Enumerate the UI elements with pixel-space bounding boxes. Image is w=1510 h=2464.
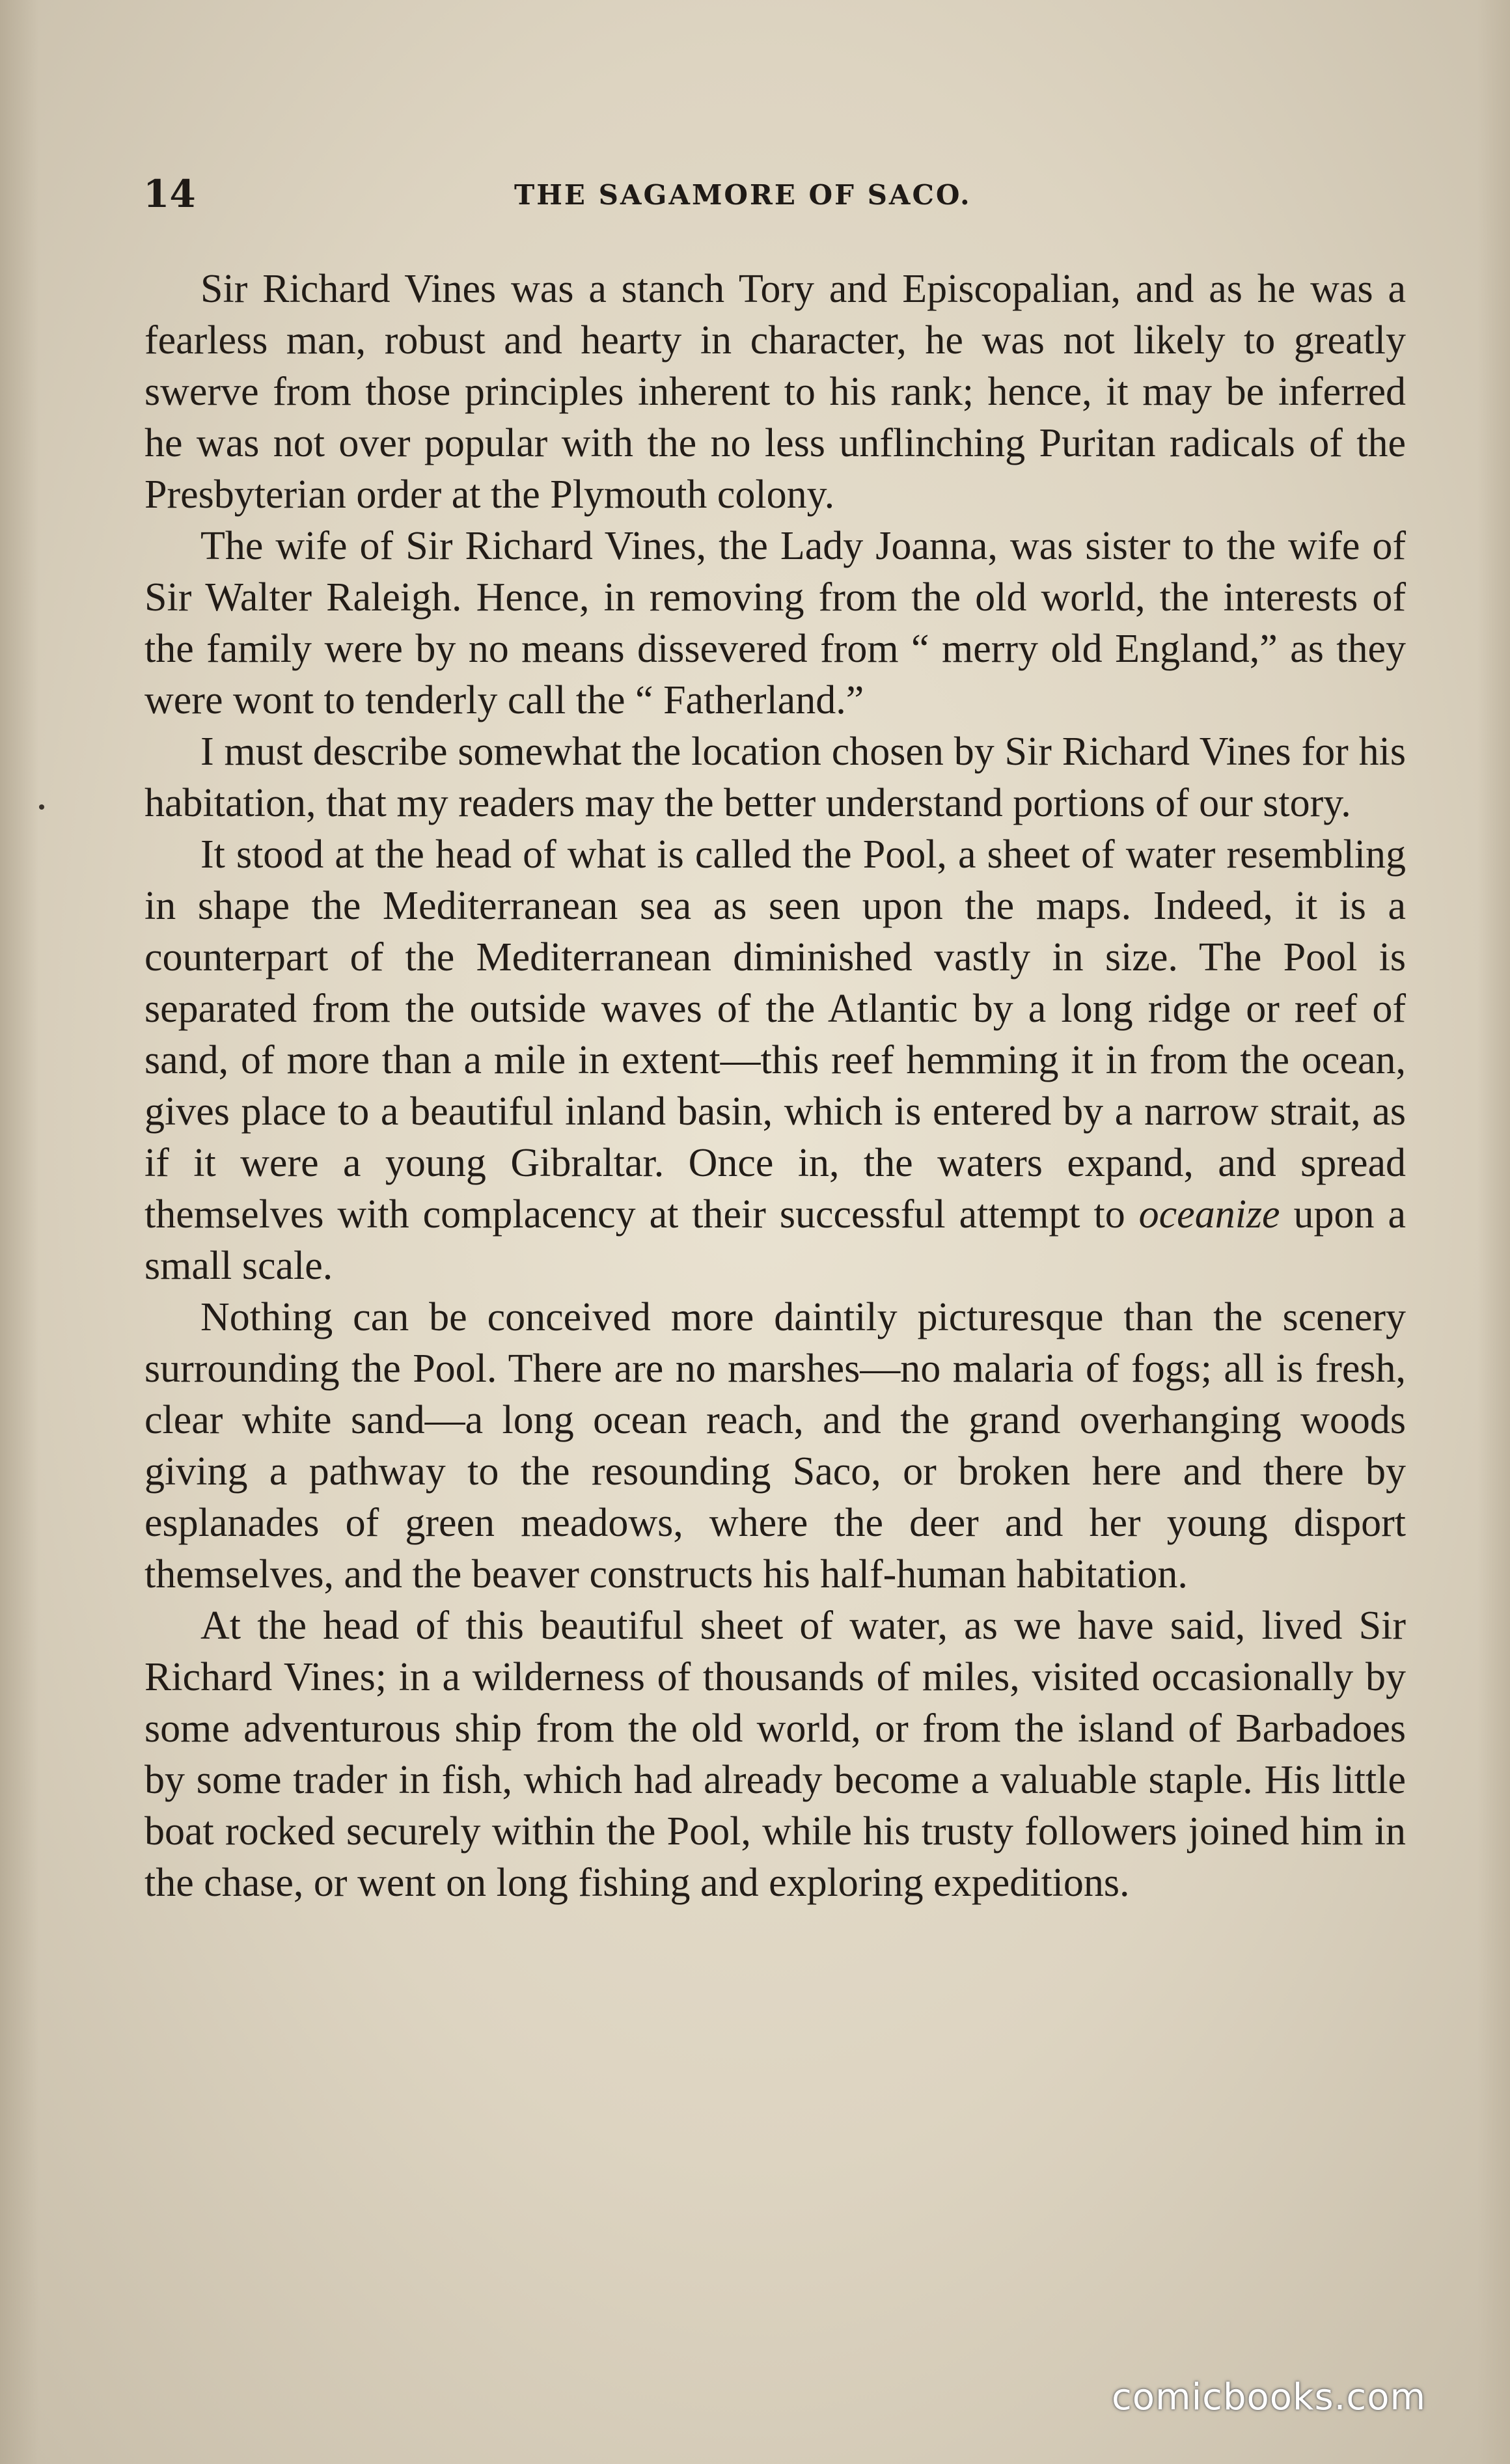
paragraph-4-text-after: upon a small scale. [144,1192,1406,1288]
paragraph-4-italic-word: oceanize [1138,1192,1280,1237]
paragraph-2: The wife of Sir Richard Vines, the Lady Joanna, was sister to the wife of Sir Walter Raleigh. Hence, in removing from the old world, the interests of the family were by no means dissevered from “ merry old England,” as they were wont to tenderly call the “ Fatherland.” [144,524,1406,722]
ink-spot [39,804,44,810]
page-edge-shadow-left [0,0,39,2464]
paragraph-3: I must describe somewhat the location chosen by Sir Richard Vines for his habitation, that my readers may the better understand portions of our story. [144,730,1406,825]
paragraph-4-text-before: It stood at the head of what is called the Pool, a sheet of water resembling in shape the Mediterranean sea as seen upon the maps. Indeed, it is a counterpart of the Mediterranean diminished vastly in size. The Pool is separated from the outside waves of the Atlantic by a long ridge or reef of sand, of more than a mile in extent—this reef hemming it in from the ocean, gives place to a beautiful inland basin, which is entered by a narrow strait, as if it were a young Gibraltar. Once in, the waters expand, and spread themselves with complacency at their successful attempt to [144,832,1406,1237]
paragraph-1: Sir Richard Vines was a stanch Tory and Episcopalian, and as he was a fearless man, robust and hearty in character, he was not likely to greatly swerve from those principles inherent to his rank; hence, it may be inferred he was not over popular with the no less unflinching Puritan radicals of the Presbyterian order at the Plymouth colony. [144,267,1406,517]
body-text [144,264,1406,1909]
paragraph-4 [144,829,1406,1292]
running-title: THE SAGAMORE OF SACO. [514,179,972,211]
running-head [143,168,1406,220]
page-number: 14 [143,172,196,216]
paragraph-5: Nothing can be conceived more daintily picturesque than the scenery surrounding the Pool. There are no marshes—no malaria of fogs; all is fresh, clear white sand—a long ocean reach, and the grand overhanging woods giving a pathway to the resounding Saco, or broken here and there by esplanades of green meadows, where the deer and her young disport themselves, and the beaver constructs his half-human habitation. [144,1295,1406,1596]
page-edge-shadow-right [1477,0,1510,2464]
watermark: comicbooks.com [1112,2376,1427,2418]
paragraph-6: At the head of this beautiful sheet of water, as we have said, lived Sir Richard Vines; in a wilderness of thousands of miles, visited occasionally by some adventurous ship from the old world, or from the island of Barbadoes by some trader in fish, which had already become a valuable staple. His little boat rocked securely within the Pool, while his trusty followers joined him in the chase, or went on long fishing and exploring expeditions. [144,1604,1406,1905]
